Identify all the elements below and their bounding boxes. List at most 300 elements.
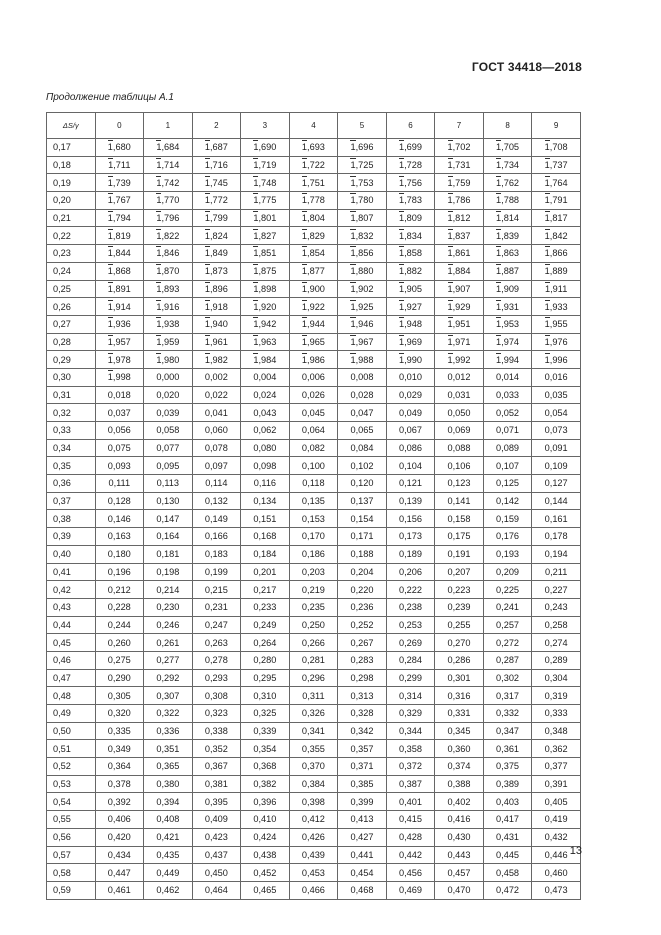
cell-value: 1,822 bbox=[156, 230, 180, 241]
table-cell bbox=[532, 634, 581, 652]
table-cell bbox=[192, 881, 241, 899]
cell-value: 0,289 bbox=[544, 655, 568, 666]
cell-value: 0,123 bbox=[447, 478, 471, 489]
cell-value: 1,974 bbox=[496, 336, 520, 347]
cell-value: 0,374 bbox=[447, 761, 471, 772]
table-cell bbox=[192, 864, 241, 882]
table-cell bbox=[192, 422, 241, 440]
cell-value: 0,409 bbox=[204, 814, 228, 825]
table-cell bbox=[483, 174, 532, 192]
cell-value: 0,004 bbox=[253, 372, 277, 383]
cell-value: 0,29 bbox=[53, 354, 71, 365]
cell-value: 0,215 bbox=[204, 584, 228, 595]
table-cell bbox=[95, 386, 144, 404]
table-cell bbox=[289, 192, 338, 210]
row-argument-cell bbox=[47, 227, 96, 245]
table-cell bbox=[144, 439, 193, 457]
table-cell bbox=[435, 545, 484, 563]
table-cell bbox=[95, 864, 144, 882]
row-argument-cell bbox=[47, 793, 96, 811]
cell-value: 0,317 bbox=[496, 690, 520, 701]
cell-value: 1,882 bbox=[398, 266, 422, 277]
table-cell bbox=[386, 793, 435, 811]
table-cell bbox=[386, 492, 435, 510]
cell-value: 1,680 bbox=[107, 142, 131, 153]
table-cell bbox=[192, 333, 241, 351]
cell-value: 1,756 bbox=[398, 177, 422, 188]
table-cell bbox=[338, 315, 387, 333]
cell-value: 1,905 bbox=[398, 283, 422, 294]
table-row bbox=[47, 422, 581, 440]
cell-value: 0,089 bbox=[496, 443, 520, 454]
column-header-6: 5 bbox=[338, 113, 387, 139]
table-cell bbox=[241, 598, 290, 616]
row-argument-cell bbox=[47, 616, 96, 634]
column-header-1: 0 bbox=[95, 113, 144, 139]
table-cell bbox=[95, 439, 144, 457]
cell-value: 0,292 bbox=[156, 672, 180, 683]
cell-value: 0,139 bbox=[398, 496, 422, 507]
table-cell bbox=[289, 457, 338, 475]
cell-value: 1,696 bbox=[350, 142, 374, 153]
table-cell bbox=[144, 139, 193, 157]
cell-value: 1,684 bbox=[156, 142, 180, 153]
table-cell bbox=[192, 651, 241, 669]
table-cell bbox=[289, 651, 338, 669]
table-cell bbox=[95, 705, 144, 723]
row-argument-cell bbox=[47, 492, 96, 510]
table-cell bbox=[532, 192, 581, 210]
cell-value: 0,153 bbox=[301, 513, 325, 524]
table-cell bbox=[435, 492, 484, 510]
cell-value: 0,302 bbox=[496, 672, 520, 683]
table-cell bbox=[192, 510, 241, 528]
table-cell bbox=[241, 315, 290, 333]
cell-value: 0,047 bbox=[350, 407, 374, 418]
table-cell bbox=[483, 740, 532, 758]
cell-value: 0,352 bbox=[204, 743, 228, 754]
table-cell bbox=[144, 528, 193, 546]
table-cell bbox=[289, 298, 338, 316]
cell-value: 0,23 bbox=[53, 248, 71, 259]
table-cell bbox=[386, 422, 435, 440]
table-cell bbox=[483, 333, 532, 351]
cell-value: 1,998 bbox=[107, 372, 131, 383]
cell-value: 0,307 bbox=[156, 690, 180, 701]
cell-value: 0,331 bbox=[447, 708, 471, 719]
table-cell bbox=[144, 351, 193, 369]
cell-value: 0,227 bbox=[544, 584, 568, 595]
cell-value: 0,241 bbox=[496, 602, 520, 613]
cell-value: 0,100 bbox=[301, 460, 325, 471]
table-cell bbox=[532, 457, 581, 475]
cell-value: 0,320 bbox=[107, 708, 131, 719]
cell-value: 0,450 bbox=[204, 867, 228, 878]
table-cell bbox=[192, 139, 241, 157]
table-cell bbox=[95, 616, 144, 634]
cell-value: 1,916 bbox=[156, 301, 180, 312]
table-cell bbox=[532, 740, 581, 758]
table-cell bbox=[386, 740, 435, 758]
cell-value: 1,817 bbox=[544, 213, 568, 224]
table-cell bbox=[338, 386, 387, 404]
cell-value: 0,401 bbox=[398, 796, 422, 807]
cell-value: 1,788 bbox=[496, 195, 520, 206]
table-cell bbox=[483, 156, 532, 174]
table-cell bbox=[338, 581, 387, 599]
table-cell bbox=[483, 669, 532, 687]
cell-value: 0,071 bbox=[496, 425, 520, 436]
cell-value: 1,734 bbox=[496, 160, 520, 171]
cell-value: 0,031 bbox=[447, 389, 471, 400]
cell-value: 0,442 bbox=[398, 849, 422, 860]
cell-value: 1,687 bbox=[204, 142, 228, 153]
cell-value: 0,263 bbox=[204, 637, 228, 648]
cell-value: 1,861 bbox=[447, 248, 471, 259]
table-cell bbox=[289, 758, 338, 776]
cell-value: 0,016 bbox=[544, 372, 568, 383]
cell-value: 0,43 bbox=[53, 602, 71, 613]
table-cell bbox=[532, 262, 581, 280]
cell-value: 0,322 bbox=[156, 708, 180, 719]
table-cell bbox=[241, 333, 290, 351]
table-cell bbox=[532, 651, 581, 669]
table-cell bbox=[144, 545, 193, 563]
cell-value: 0,196 bbox=[107, 566, 131, 577]
table-cell bbox=[144, 475, 193, 493]
cell-value: 1,971 bbox=[447, 336, 471, 347]
table-cell bbox=[435, 262, 484, 280]
cell-value: 0,357 bbox=[350, 743, 374, 754]
table-cell bbox=[338, 174, 387, 192]
table-cell bbox=[386, 139, 435, 157]
row-argument-cell bbox=[47, 139, 96, 157]
table-cell bbox=[435, 722, 484, 740]
cell-value: 0,28 bbox=[53, 336, 71, 347]
table-cell bbox=[532, 245, 581, 263]
cell-value: 1,896 bbox=[204, 283, 228, 294]
cell-value: 0,170 bbox=[301, 531, 325, 542]
cell-value: 0,344 bbox=[398, 726, 422, 737]
table-cell bbox=[483, 722, 532, 740]
table-cell bbox=[144, 722, 193, 740]
cell-value: 1,982 bbox=[204, 354, 228, 365]
cell-value: 0,052 bbox=[496, 407, 520, 418]
cell-value: 1,893 bbox=[156, 283, 180, 294]
cell-value: 0,022 bbox=[204, 389, 228, 400]
cell-value: 0,231 bbox=[204, 602, 228, 613]
cell-value: 1,951 bbox=[447, 319, 471, 330]
table-cell bbox=[241, 280, 290, 298]
cell-value: 0,135 bbox=[301, 496, 325, 507]
cell-value: 0,298 bbox=[350, 672, 374, 683]
cell-value: 1,708 bbox=[544, 142, 568, 153]
table-row bbox=[47, 598, 581, 616]
table-cell bbox=[95, 422, 144, 440]
cell-value: 0,339 bbox=[253, 726, 277, 737]
table-cell bbox=[435, 581, 484, 599]
cell-value: 1,796 bbox=[156, 213, 180, 224]
table-cell bbox=[386, 598, 435, 616]
table-cell bbox=[144, 581, 193, 599]
cell-value: 0,236 bbox=[350, 602, 374, 613]
table-cell bbox=[241, 616, 290, 634]
cell-value: 1,858 bbox=[398, 248, 422, 259]
cell-value: 0,419 bbox=[544, 814, 568, 825]
cell-value: 0,45 bbox=[53, 637, 71, 648]
cell-value: 0,335 bbox=[107, 726, 131, 737]
table-cell bbox=[338, 245, 387, 263]
cell-value: 0,264 bbox=[253, 637, 277, 648]
table-cell bbox=[241, 174, 290, 192]
table-cell bbox=[386, 846, 435, 864]
cell-value: 0,51 bbox=[53, 743, 71, 754]
table-cell bbox=[338, 846, 387, 864]
cell-value: 0,348 bbox=[544, 726, 568, 737]
table-cell bbox=[338, 139, 387, 157]
table-cell bbox=[289, 404, 338, 422]
table-cell bbox=[95, 545, 144, 563]
row-argument-cell bbox=[47, 740, 96, 758]
table-cell bbox=[144, 651, 193, 669]
cell-value: 0,391 bbox=[544, 779, 568, 790]
table-cell bbox=[386, 828, 435, 846]
table-row bbox=[47, 740, 581, 758]
table-cell bbox=[241, 775, 290, 793]
table-cell bbox=[435, 298, 484, 316]
table-cell bbox=[532, 492, 581, 510]
cell-value: 0,41 bbox=[53, 566, 71, 577]
cell-value: 0,458 bbox=[496, 867, 520, 878]
cell-value: 0,466 bbox=[301, 885, 325, 896]
cell-value: 0,201 bbox=[253, 566, 277, 577]
table-cell bbox=[532, 811, 581, 829]
cell-value: 0,175 bbox=[447, 531, 471, 542]
cell-value: 1,824 bbox=[204, 230, 228, 241]
cell-value: 0,230 bbox=[156, 602, 180, 613]
table-caption: Продолжение таблицы А.1 bbox=[46, 92, 174, 103]
table-cell bbox=[144, 687, 193, 705]
cell-value: 0,064 bbox=[301, 425, 325, 436]
cell-value: 0,435 bbox=[156, 849, 180, 860]
cell-value: 0,308 bbox=[204, 690, 228, 701]
cell-value: 1,946 bbox=[350, 319, 374, 330]
cell-value: 0,38 bbox=[53, 513, 71, 524]
table-cell bbox=[241, 386, 290, 404]
table-cell bbox=[289, 368, 338, 386]
table-row bbox=[47, 351, 581, 369]
cell-value: 0,59 bbox=[53, 885, 71, 896]
table-cell bbox=[338, 758, 387, 776]
table-cell bbox=[241, 758, 290, 776]
table-cell bbox=[483, 262, 532, 280]
cell-value: 0,116 bbox=[253, 478, 277, 489]
table-cell bbox=[435, 404, 484, 422]
table-row bbox=[47, 298, 581, 316]
cell-value: 1,918 bbox=[204, 301, 228, 312]
table-cell bbox=[192, 528, 241, 546]
column-header-5: 4 bbox=[289, 113, 338, 139]
row-argument-cell bbox=[47, 368, 96, 386]
cell-value: 1,705 bbox=[496, 142, 520, 153]
table-cell bbox=[241, 705, 290, 723]
cell-value: 0,203 bbox=[301, 566, 325, 577]
table-cell bbox=[192, 386, 241, 404]
table-cell bbox=[144, 846, 193, 864]
cell-value: 0,065 bbox=[350, 425, 374, 436]
cell-value: 0,301 bbox=[447, 672, 471, 683]
cell-value: 0,46 bbox=[53, 655, 71, 666]
cell-value: 0,37 bbox=[53, 496, 71, 507]
cell-value: 1,751 bbox=[301, 177, 325, 188]
cell-value: 1,863 bbox=[496, 248, 520, 259]
cell-value: 0,283 bbox=[350, 655, 374, 666]
cell-value: 1,931 bbox=[496, 301, 520, 312]
cell-value: 1,969 bbox=[398, 336, 422, 347]
table-cell bbox=[192, 545, 241, 563]
cell-value: 0,253 bbox=[398, 619, 422, 630]
table-cell bbox=[386, 439, 435, 457]
table-cell bbox=[192, 245, 241, 263]
cell-value: 0,431 bbox=[496, 832, 520, 843]
table-cell bbox=[483, 687, 532, 705]
cell-value: 1,693 bbox=[301, 142, 325, 153]
cell-value: 0,452 bbox=[253, 867, 277, 878]
table-row bbox=[47, 315, 581, 333]
cell-value: 0,403 bbox=[496, 796, 520, 807]
cell-value: 0,25 bbox=[53, 283, 71, 294]
cell-value: 0,381 bbox=[204, 779, 228, 790]
cell-value: 1,801 bbox=[253, 213, 277, 224]
table-cell bbox=[338, 510, 387, 528]
cell-value: 0,088 bbox=[447, 443, 471, 454]
table-cell bbox=[483, 492, 532, 510]
cell-value: 1,959 bbox=[156, 336, 180, 347]
cell-value: 0,225 bbox=[496, 584, 520, 595]
table-cell bbox=[435, 457, 484, 475]
table-cell bbox=[483, 758, 532, 776]
row-argument-cell bbox=[47, 775, 96, 793]
cell-value: 0,333 bbox=[544, 708, 568, 719]
cell-value: 0,421 bbox=[156, 832, 180, 843]
table-row bbox=[47, 333, 581, 351]
table-cell bbox=[192, 298, 241, 316]
cell-value: 1,868 bbox=[107, 266, 131, 277]
table-cell bbox=[95, 846, 144, 864]
cell-value: 0,166 bbox=[204, 531, 228, 542]
cell-value: 1,992 bbox=[447, 354, 471, 365]
cell-value: 0,209 bbox=[496, 566, 520, 577]
cell-value: 0,398 bbox=[301, 796, 325, 807]
cell-value: 0,392 bbox=[107, 796, 131, 807]
table-cell bbox=[144, 404, 193, 422]
cell-value: 0,26 bbox=[53, 301, 71, 312]
cell-value: 0,178 bbox=[544, 531, 568, 542]
table-row bbox=[47, 545, 581, 563]
cell-value: 1,988 bbox=[350, 354, 374, 365]
cell-value: 0,220 bbox=[350, 584, 374, 595]
table-cell bbox=[435, 227, 484, 245]
cell-value: 1,702 bbox=[447, 142, 471, 153]
cell-value: 1,965 bbox=[301, 336, 325, 347]
table-cell bbox=[435, 351, 484, 369]
table-cell bbox=[241, 864, 290, 882]
table-cell bbox=[95, 881, 144, 899]
cell-value: 0,267 bbox=[350, 637, 374, 648]
table-cell bbox=[192, 828, 241, 846]
cell-value: 0,20 bbox=[53, 195, 71, 206]
cell-value: 0,416 bbox=[447, 814, 471, 825]
cell-value: 0,111 bbox=[108, 478, 131, 489]
cell-value: 0,50 bbox=[53, 726, 71, 737]
cell-value: 1,837 bbox=[447, 230, 471, 241]
cell-value: 0,189 bbox=[398, 549, 422, 560]
table-cell bbox=[241, 563, 290, 581]
cell-value: 0,058 bbox=[156, 425, 180, 436]
cell-value: 0,246 bbox=[156, 619, 180, 630]
cell-value: 0,326 bbox=[301, 708, 325, 719]
cell-value: 0,17 bbox=[53, 142, 71, 153]
cell-value: 0,437 bbox=[204, 849, 228, 860]
cell-value: 0,104 bbox=[398, 460, 422, 471]
cell-value: 0,186 bbox=[301, 549, 325, 560]
cell-value: 0,370 bbox=[301, 761, 325, 772]
table-cell bbox=[483, 563, 532, 581]
cell-value: 0,367 bbox=[204, 761, 228, 772]
cell-value: 1,963 bbox=[253, 336, 277, 347]
table-cell bbox=[95, 280, 144, 298]
cell-value: 0,193 bbox=[496, 549, 520, 560]
table-cell bbox=[483, 280, 532, 298]
cell-value: 1,940 bbox=[204, 319, 228, 330]
cell-value: 0,388 bbox=[447, 779, 471, 790]
cell-value: 0,430 bbox=[447, 832, 471, 843]
table-cell bbox=[95, 722, 144, 740]
table-cell bbox=[435, 758, 484, 776]
column-header-9: 8 bbox=[483, 113, 532, 139]
cell-value: 0,243 bbox=[544, 602, 568, 613]
table-cell bbox=[435, 775, 484, 793]
cell-value: 0,461 bbox=[107, 885, 131, 896]
table-cell bbox=[532, 333, 581, 351]
cell-value: 0,384 bbox=[301, 779, 325, 790]
table-cell bbox=[338, 298, 387, 316]
table-cell bbox=[289, 475, 338, 493]
cell-value: 0,426 bbox=[301, 832, 325, 843]
cell-value: 0,102 bbox=[350, 460, 374, 471]
cell-value: 0,313 bbox=[350, 690, 374, 701]
cell-value: 0,062 bbox=[253, 425, 277, 436]
table-cell bbox=[95, 139, 144, 157]
table-cell bbox=[435, 368, 484, 386]
table-cell bbox=[435, 139, 484, 157]
table-cell bbox=[483, 705, 532, 723]
cell-value: 0,341 bbox=[301, 726, 325, 737]
cell-value: 0,385 bbox=[350, 779, 374, 790]
cell-value: 1,914 bbox=[107, 301, 131, 312]
cell-value: 1,948 bbox=[398, 319, 422, 330]
cell-value: 0,149 bbox=[204, 513, 228, 524]
table-row bbox=[47, 174, 581, 192]
table-cell bbox=[95, 475, 144, 493]
table-cell bbox=[95, 262, 144, 280]
row-argument-cell bbox=[47, 315, 96, 333]
table-cell bbox=[144, 510, 193, 528]
cell-value: 0,207 bbox=[447, 566, 471, 577]
table-cell bbox=[241, 581, 290, 599]
table-cell bbox=[95, 528, 144, 546]
row-argument-cell bbox=[47, 634, 96, 652]
